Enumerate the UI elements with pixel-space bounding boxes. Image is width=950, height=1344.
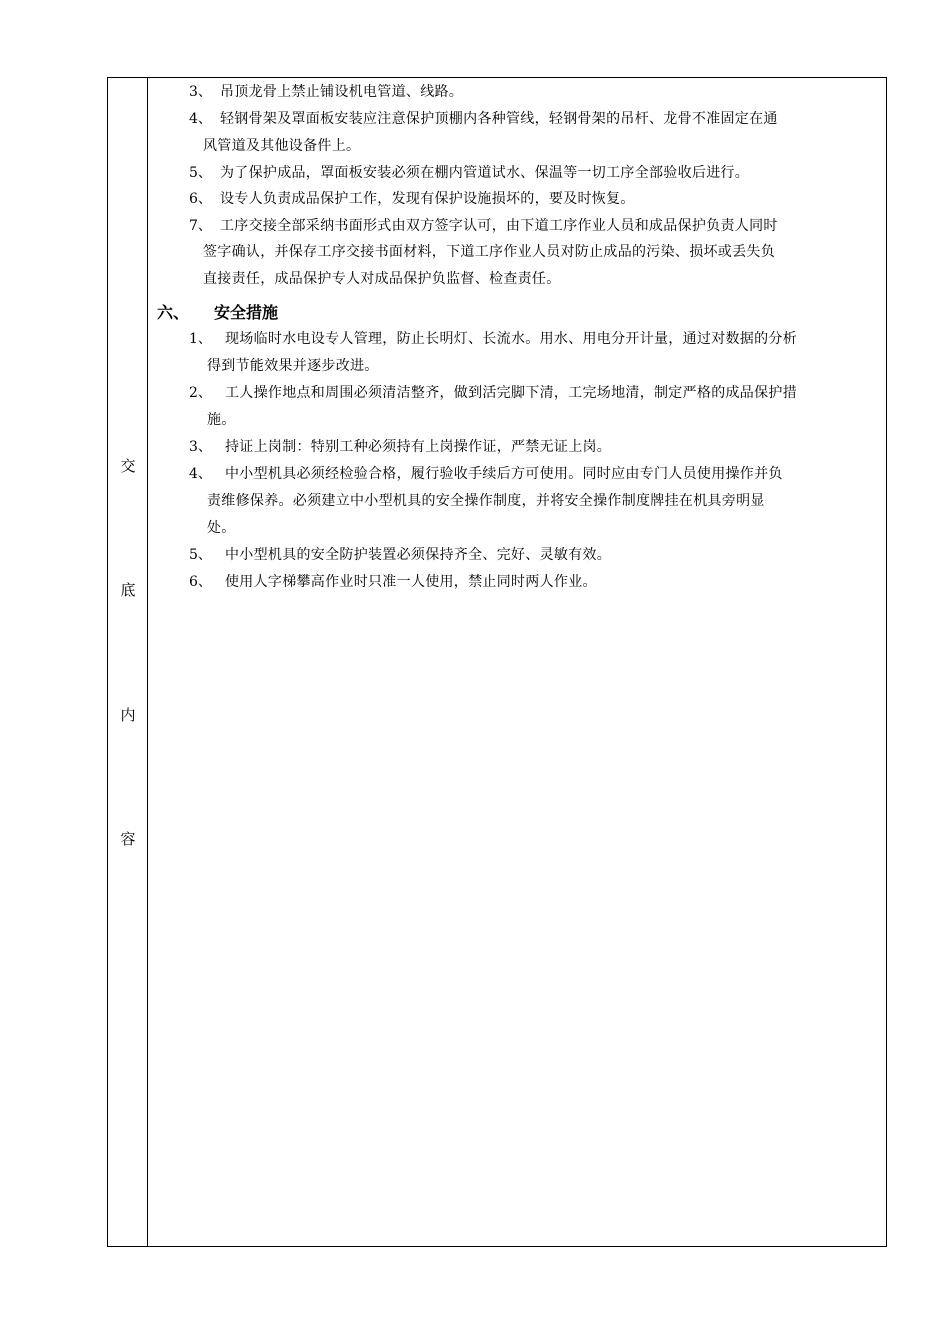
list-item-number: 7、 — [189, 218, 212, 234]
list-item-number: 2、 — [189, 385, 212, 401]
disclosure-table — [107, 77, 887, 1247]
list-item-number: 6、 — [189, 191, 212, 207]
list-item-number: 3、 — [189, 439, 212, 455]
list-item-line: 得到节能效果并逐步改进。 — [207, 358, 379, 374]
section-title: 安全措施 — [214, 303, 279, 322]
list-item-line: 签字确认，并保存工序交接书面材料，下道工序作业人员对防止成品的污染、损坏或丢失负 — [203, 244, 775, 260]
list-item-number: 6、 — [189, 574, 212, 590]
list-item-line: 现场临时水电设专人管理，防止长明灯、长流水。用水、用电分开计量，通过对数据的分析 — [225, 331, 797, 347]
list-item-line: 处。 — [207, 520, 236, 536]
section-number: 六、 — [157, 303, 190, 322]
side-label-char: 交 — [120, 457, 136, 475]
list-item-line: 吊顶龙骨上禁止铺设机电管道、线路。 — [220, 84, 464, 100]
list-item-line: 中小型机具的安全防护装置必须保持齐全、完好、灵敏有效。 — [225, 547, 612, 563]
content-cell — [148, 78, 886, 1246]
list-item-line: 责维修保养。必须建立中小型机具的安全操作制度，并将安全操作制度牌挂在机具旁明显 — [207, 493, 765, 509]
side-label-char: 内 — [120, 706, 136, 724]
list-item-line: 设专人负责成品保护工作，发现有保护设施损坏的，要及时恢复。 — [220, 191, 635, 207]
list-item-line: 中小型机具必须经检验合格，履行验收手续后方可使用。同时应由专门人员使用操作并负 — [225, 466, 783, 482]
list-item-line: 工人操作地点和周围必须清洁整齐，做到活完脚下清，工完场地清，制定严格的成品保护措 — [225, 385, 797, 401]
list-item-line: 直接责任，成品保护专人对成品保护负监督、检查责任。 — [203, 271, 561, 287]
list-item-line: 轻钢骨架及罩面板安装应注意保护顶棚内各种管线，轻钢骨架的吊杆、龙骨不准固定在通 — [220, 111, 778, 127]
side-label-char: 容 — [120, 830, 136, 848]
list-item-line: 持证上岗制：特别工种必须持有上岗操作证，严禁无证上岗。 — [225, 439, 612, 455]
list-item-line: 工序交接全部采纳书面形式由双方签字认可，由下道工序作业人员和成品保护负责人同时 — [220, 218, 778, 234]
side-label-column — [108, 78, 148, 1246]
list-item-line: 施。 — [207, 412, 236, 428]
list-item-number: 4、 — [189, 111, 212, 127]
list-item-number: 3、 — [189, 84, 212, 100]
list-item-number: 1、 — [189, 331, 212, 347]
side-label-char: 底 — [120, 581, 136, 599]
list-item-line: 风管道及其他设备件上。 — [203, 138, 361, 154]
list-item-line: 为了保护成品，罩面板安装必须在棚内管道试水、保温等一切工序全部验收后进行。 — [220, 165, 750, 181]
list-item-number: 5、 — [189, 547, 212, 563]
list-item-number: 4、 — [189, 466, 212, 482]
list-item-number: 5、 — [189, 165, 212, 181]
list-item-line: 使用人字梯攀高作业时只准一人使用，禁止同时两人作业。 — [225, 574, 597, 590]
